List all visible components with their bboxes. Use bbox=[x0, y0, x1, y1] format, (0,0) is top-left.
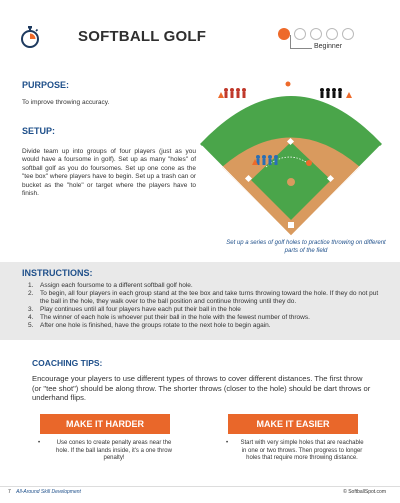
home-plate bbox=[288, 222, 294, 228]
page-header bbox=[0, 0, 400, 74]
page-title: SOFTBALL GOLF bbox=[78, 28, 207, 45]
easier-tips-list bbox=[226, 440, 366, 463]
instruction-item: 3. Play continues until all four players have each put their ball in the hole bbox=[28, 305, 241, 313]
stopwatch-icon bbox=[20, 26, 40, 48]
level-label: Beginner bbox=[314, 43, 343, 50]
instructions-heading: INSTRUCTIONS: bbox=[22, 268, 93, 278]
easier-tip-item: • Start with very simple holes that are reachable in one or two throws. Then progress to longer holes that require more throwing distance. bbox=[226, 440, 364, 462]
softball-field-illustration bbox=[196, 70, 386, 238]
field-caption: Set up a series of golf holes to practice throwing on different parts of the field bbox=[226, 240, 386, 254]
pitchers-circle bbox=[287, 178, 295, 186]
coaching-tips-heading: COACHING TIPS: bbox=[32, 358, 103, 368]
instruction-item: 5. After one hole is finished, have the groups rotate to the next hole to begin again. bbox=[28, 321, 271, 329]
hole-target bbox=[306, 160, 312, 166]
make-it-harder-banner: MAKE IT HARDER bbox=[40, 414, 170, 434]
coaching-tips-text: Encourage your players to use different types of throws to cover different distances. The first throw (or "tee shot") should be along throw. The shorter throws (closer to the hole) should be dart throws or underhand flips. bbox=[32, 374, 371, 402]
instruction-item: 4. The winner of each hole is whoever put their ball in the hole with the fewest number of throws. bbox=[28, 313, 310, 321]
level-dot-1 bbox=[278, 28, 290, 40]
footer-left bbox=[8, 489, 81, 495]
instructions-list bbox=[28, 282, 388, 330]
black-player-group bbox=[320, 88, 342, 98]
setup-text: Divide team up into groups of four players (just as you would have a foursome in golf). Set up as many "holes" of softball golf as you do foursomes. Set up one cone as the "tee box" where players have to begin. Set up a trash can or bucket as the "hole" or target where the players have to finish. bbox=[22, 148, 196, 198]
purpose-heading: PURPOSE: bbox=[22, 80, 70, 90]
tee-cone bbox=[218, 92, 224, 98]
instructions-panel bbox=[0, 262, 400, 340]
footer-divider bbox=[0, 486, 400, 487]
level-dot-4 bbox=[326, 28, 338, 40]
instruction-item: 1. Assign each foursome to a different softball golf hole. bbox=[28, 282, 193, 289]
red-player-group bbox=[224, 88, 246, 98]
page-number: 7 bbox=[8, 489, 11, 495]
make-it-easier-banner: MAKE IT EASIER bbox=[228, 414, 358, 434]
copyright: © SoftballSpot.com bbox=[343, 489, 386, 495]
level-dot-5 bbox=[342, 28, 354, 40]
level-pointer-line bbox=[290, 35, 312, 49]
series-title: All-Around Skill Development bbox=[16, 489, 81, 495]
instruction-item: 2. To begin, all four players in each group stand at the tee box and take turns throwing toward the hole. If they do not put the ball in the hole, they walk over to the ball position and continue throwing until they do. bbox=[28, 290, 379, 305]
purpose-text: To improve throwing accuracy. bbox=[22, 99, 110, 106]
harder-tips-list bbox=[38, 440, 178, 463]
harder-tip-item: • Use cones to create penalty areas near the hole. If the ball lands inside, it's a one throw penalty! bbox=[38, 440, 172, 462]
setup-heading: SETUP: bbox=[22, 126, 56, 136]
